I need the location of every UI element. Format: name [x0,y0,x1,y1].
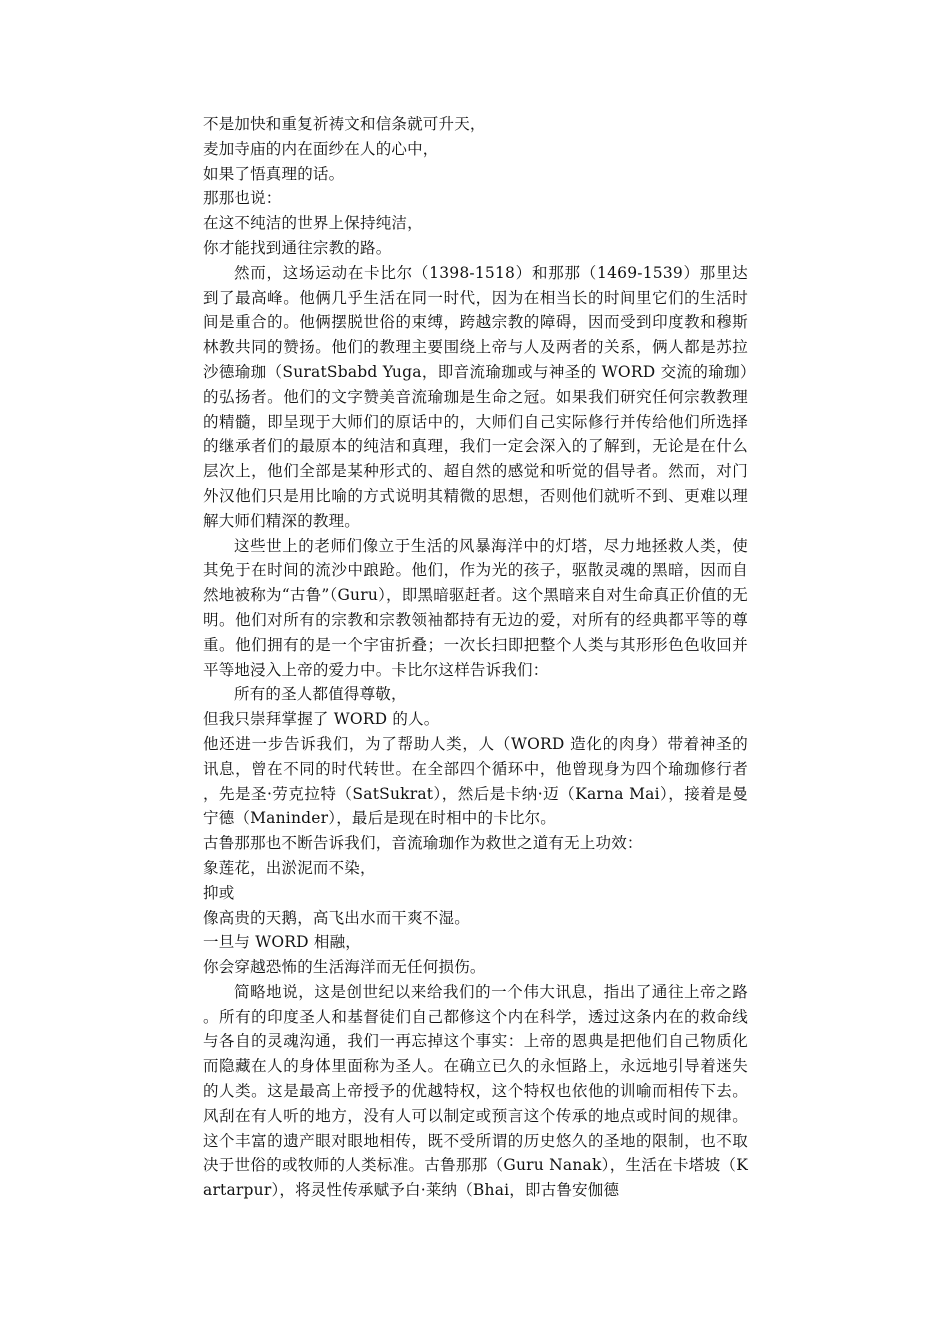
verse-line: 抑或 [203,883,235,902]
paragraph: 然而，这场运动在卡比尔（1398-1518）和那那（1469-1539）那里达到了最高峰。他俩几乎生活在同一时代，因为在相当长的时间里它们的生活时间是重合的。他俩摆脱世俗的束缚，跨越宗教的障碍，因而受到印度教和穆斯林教共同的赞扬。他们的教理主要围绕上帝与人及两者的关系，俩人都是苏拉沙德瑜珈（SuratSbabd Yuga，即音流瑜珈或与神圣的 WORD 交流的瑜珈）的弘扬者。他们的文字赞美音流瑜珈是生命之冠。如果我们研究任何宗教教理的精髓，即呈现于大师们的原话中的，大师们自己实际修行并传给他们所选择的继承者们的最原本的纯洁和真理，我们一定会深入的了解到，无论是在什么层次上，他们全部是某种形式的、超自然的感觉和听觉的倡导者。然而，对门外汉他们只是用比喻的方式说明其精微的思想，否则他们就听不到、更难以理解大师们精深的教理。 [203,263,748,530]
verse-line: 你会穿越恐怖的生活海洋而无任何损伤。 [203,958,486,977]
paragraph: 简略地说，这是创世纪以来给我们的一个伟大讯息，指出了通往上帝之路。所有的印度圣人和基督徒们自己都修这个内在科学，透过这条内在的救命线与各自的灵魂沟通，我们一再忘掉这个事实：上帝的恩典是把他们自己物质化而隐藏在人的身体里面称为圣人。在确立已久的永恒路上，永远地引导着迷失的人类。这是最高上帝授予的优越特权，这个特权也依他的训喻而相传下去。风刮在有人听的地方，没有人可以制定或预言这个传承的地点或时间的规律。这个丰富的遗产眼对眼地相传，既不受所谓的历史悠久的圣地的限制，也不取决于世俗的或牧师的人类标准。古鲁那那（Guru Nanak），生活在卡塔坡（Kartarpur），将灵性传承赋予白·莱纳（Bhai，即古鲁安伽德 [203,982,748,1200]
paragraph: 这些世上的老师们像立于生活的风暴海洋中的灯塔，尽力地拯救人类，使其免于在时间的流沙中踉跄。他们，作为光的孩子，驱散灵魂的黑暗，因而自然地被称为“古鲁”（Guru），即黑暗驱赶者。这个黑暗来自对生命真正价值的无明。他们对所有的宗教和宗教领袖都持有无边的爱，对所有的经典都平等的尊重。他们拥有的是一个宇宙折叠；一次长扫即把整个人类与其形形色色收回并平等地浸入上帝的爱力中。卡比尔这样告诉我们： [203,536,748,679]
verse-line: 像高贵的天鹅，高飞出水而干爽不湿。 [203,908,470,927]
quote-line: 所有的圣人都值得尊敬， [234,685,407,704]
paragraph: 他还进一步告诉我们，为了帮助人类，人（WORD 造化的肉身）带着神圣的讯息，曾在不同的时代转世。在全部四个循环中，他曾现身为四个瑜珈修行者，先是圣·劳克拉特（SatSukrat），然后是卡纳·迈（Karna Mai），接着是曼宁德（Maninder），最后是现在时相中的卡比尔。 [203,734,748,828]
text-line: 那那也说： [203,189,282,208]
verse-line: 象莲花，出淤泥而不染， [203,858,376,877]
text-line: 古鲁那那也不断告诉我们，音流瑜珈作为救世之道有无上功效： [203,834,643,853]
verse-line: 你才能找到通往宗教的路。 [203,238,392,257]
quote-line: 但我只崇拜掌握了 WORD 的人。 [203,710,440,729]
verse-line: 如果了悟真理的话。 [203,164,345,183]
verse-line: 在这不纯洁的世界上保持纯洁， [203,214,423,233]
document-body [203,112,748,1203]
verse-line: 麦加寺庙的内在面纱在人的心中， [203,139,439,158]
verse-line: 不是加快和重复祈祷文和信条就可升天， [203,115,486,133]
verse-line: 一旦与 WORD 相融， [203,933,361,952]
